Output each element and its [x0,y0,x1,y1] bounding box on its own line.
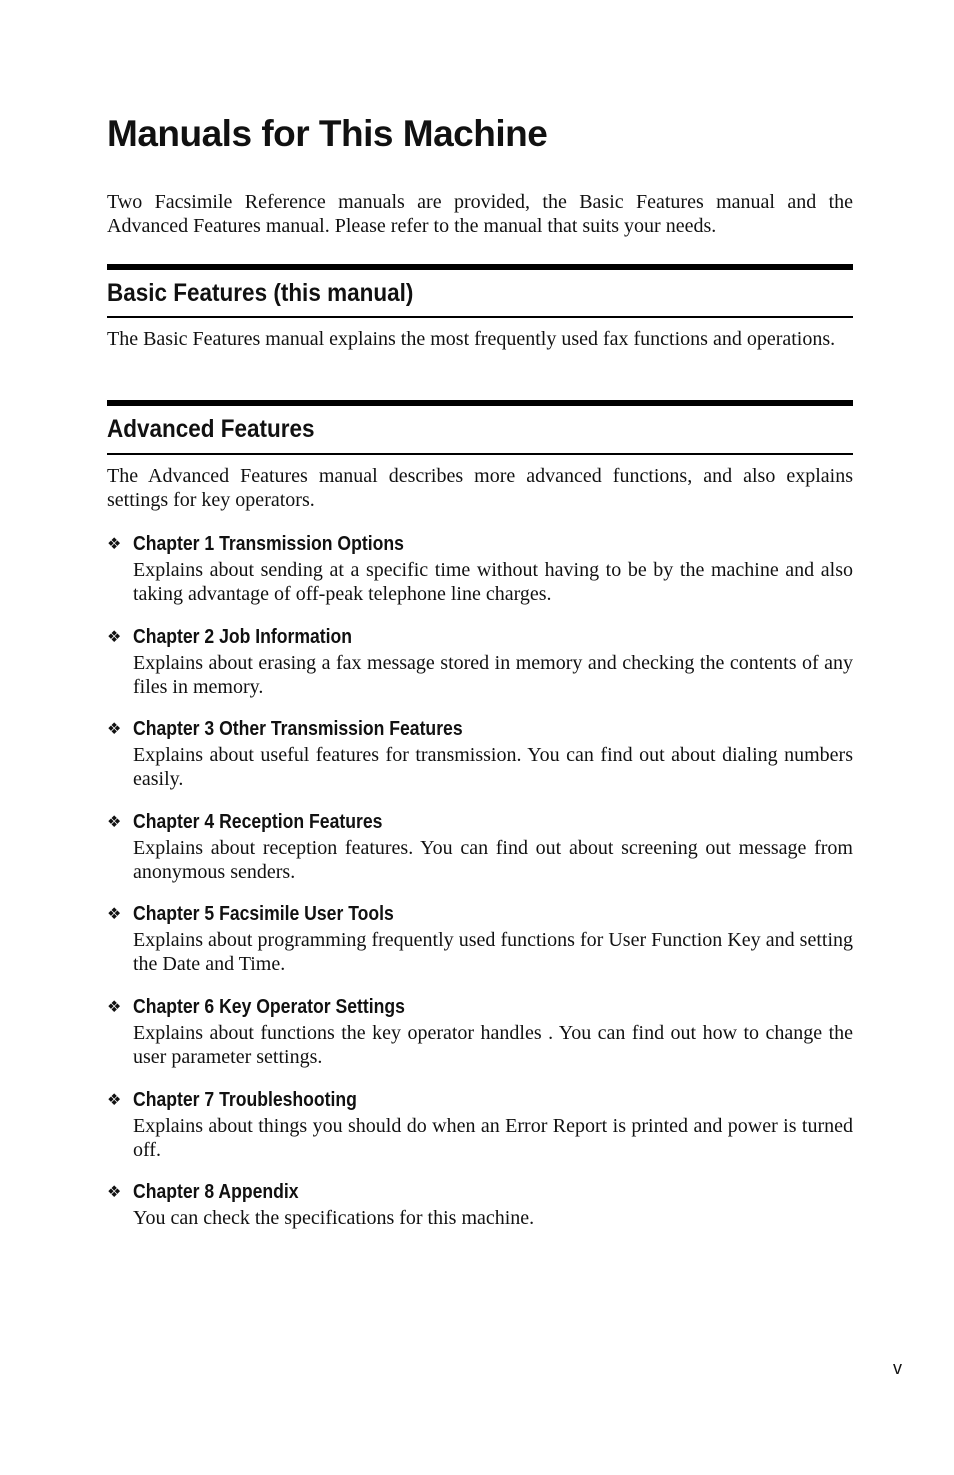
chapter-heading [107,715,508,743]
chapter-description: Explains about programming frequently used functions for User Function Key and setting the Date and Time. [133,929,853,976]
chapter-description: Explains about functions the key operator handles . You can find out how to change the user parameter settings. [133,1021,853,1068]
chapter-description: Explains about erasing a fax message stored in memory and checking the contents of any files in memory. [133,651,853,698]
chapter-description: Explains about sending at a specific time without having to be by the machine and also taking advantage of off-peak telephone line charges. [133,559,853,605]
chapter-description: Explains about things you should do when an Error Report is printed and power is turned off. [133,1114,853,1161]
page-title: Manuals for This Machine [107,113,548,154]
chapter-title: Chapter 4 Reception Features [133,810,383,833]
chapter-description: Explains about useful features for transmission. You can find out about dialing numbers easily. [133,744,853,791]
chapter-item [107,715,853,808]
four-diamond-icon: ❖ [107,904,122,924]
chapter-heading [107,623,382,651]
section-heading-advanced: Advanced Features [107,415,315,443]
chapter-item [107,530,853,623]
chapter-description: Explains about reception features. You can find out about screening out message from anonymous senders. [133,836,853,883]
chapter-item [107,1086,853,1179]
section-rule-top [107,264,853,270]
chapter-heading [107,1178,321,1206]
four-diamond-icon: ❖ [107,1089,122,1109]
chapter-heading [107,530,441,558]
four-diamond-icon: ❖ [107,719,122,739]
chapter-item [107,900,853,993]
chapter-item [107,808,853,901]
four-diamond-icon: ❖ [107,626,122,646]
four-diamond-icon: ❖ [107,996,122,1016]
chapter-title: Chapter 2 Job Information [133,625,353,648]
chapter-title: Chapter 7 Troubleshooting [133,1088,357,1111]
chapter-title: Chapter 8 Appendix [133,1181,299,1204]
chapter-description: You can check the specifications for this machine. [133,1207,535,1230]
chapter-heading [107,808,416,836]
section-rule-top [107,400,853,406]
four-diamond-icon: ❖ [107,534,122,553]
intro-paragraph: Two Facsimile Reference manuals are provided, the Basic Features manual and the Advanced Features manual. Please refer to the manual that suits your needs. [107,191,853,237]
chapter-title: Chapter 6 Key Operator Settings [133,995,405,1018]
section-heading-basic: Basic Features (this manual) [107,279,414,307]
section-body-basic: The Basic Features manual explains the most frequently used fax functions and operations. [107,328,836,350]
section-body-advanced: The Advanced Features manual describes more advanced functions, and also explains settings for key operators. [107,465,853,511]
chapter-heading [107,993,442,1021]
chapter-item [107,993,853,1086]
chapter-title: Chapter 5 Facsimile User Tools [133,903,394,926]
chapter-title: Chapter 3 Other Transmission Features [133,718,463,741]
four-diamond-icon: ❖ [107,811,122,831]
page-number: v [893,1358,902,1378]
chapter-item [107,1178,853,1271]
chapter-title: Chapter 1 Transmission Options [133,533,404,555]
chapter-item [107,623,853,716]
section-rule-bottom [107,453,853,455]
chapter-heading [107,1086,387,1114]
chapter-list [107,530,853,1271]
chapter-heading [107,900,429,928]
section-rule-bottom [107,316,853,318]
four-diamond-icon: ❖ [107,1182,122,1202]
